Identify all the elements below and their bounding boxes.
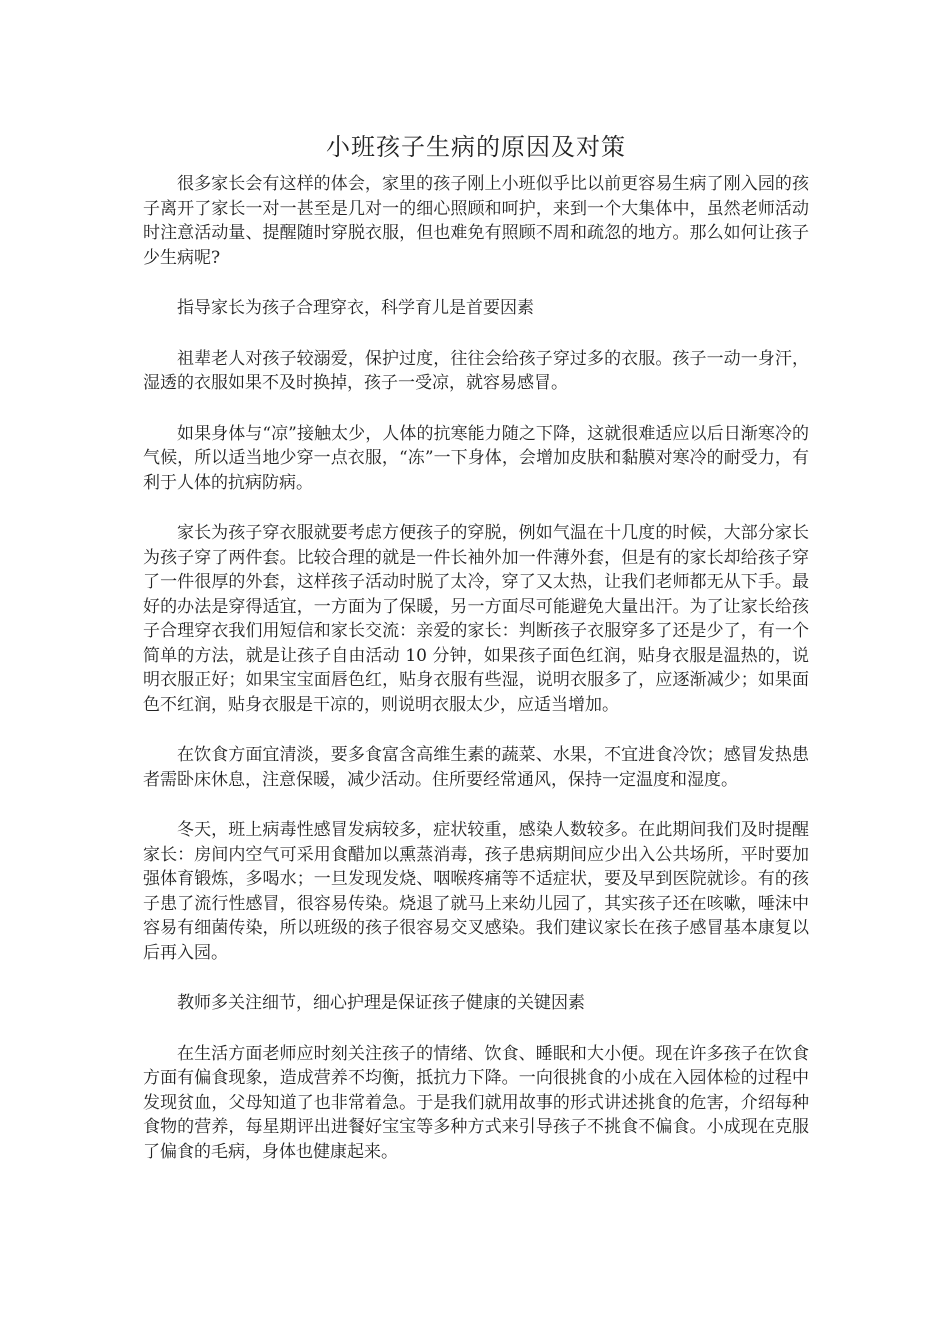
paragraph-daily-care: 在生活方面老师应时刻关注孩子的情绪、饮食、睡眠和大小便。现在许多孩子在饮食方面有偏食现象，造成营养不均衡，抵抗力下降。一向很挑食的小成在入园体检的过程中发现贫血，父母知道了也非常着急。于是我们就用故事的形式讲述挑食的危害，介绍每种食物的营养，每星期评出进餐好宝宝等多种方式来引导孩子不挑食不偏食。小成现在克服了偏食的毛病，身体也健康起来。 xyxy=(143,1043,809,1162)
paragraph-diet: 在饮食方面宜清淡，要多食富含高维生素的蔬菜、水果，不宜进食冷饮；感冒发热患者需卧床休息，注意保暖，减少活动。住所要经常通风，保持一定温度和湿度。 xyxy=(143,745,809,790)
section-heading-teacher-care: 教师多关注细节，细心护理是保证孩子健康的关键因素 xyxy=(177,993,585,1013)
section-heading-dressing: 指导家长为孩子合理穿衣，科学育儿是首要因素 xyxy=(177,298,534,318)
paragraph-clothing-advice: 家长为孩子穿衣服就要考虑方便孩子的穿脱，例如气温在十几度的时候，大部分家长为孩子穿了两件套。比较合理的就是一件长袖外加一件薄外套，但是有的家长却给孩子穿了一件很厚的外套，这样孩子活动时脱了太冷，穿了又太热，让我们老师都无从下手。最好的办法是穿得适宜，一方面为了保暖，另一方面尽可能避免大量出汗。为了让家长给孩子合理穿衣我们用短信和家长交流：亲爱的家长：判断孩子衣服穿多了还是少了，有一个简单的方法，就是让孩子自由活动 10 分钟，如果孩子面色红润，贴身衣服是温热的，说明衣服正好；如果宝宝面唇色红，贴身衣服有些湿，说明衣服多了，应逐渐减少；如果面色不红润，贴身衣服是干凉的，则说明衣服太少，应适当增加。 xyxy=(143,523,809,715)
document-page xyxy=(143,128,809,1190)
paragraph-intro: 很多家长会有这样的体会，家里的孩子刚上小班似乎比以前更容易生病了刚入园的孩子离开了家长一对一甚至是几对一的细心照顾和呵护，来到一个大集体中，虽然老师活动时注意活动量、提醒随时穿脱衣服，但也难免有照顾不周和疏忽的地方。那么如何让孩子少生病呢? xyxy=(143,174,809,268)
document-title: 小班孩子生病的原因及对策 xyxy=(326,133,626,161)
paragraph-grandparents: 祖辈老人对孩子较溺爱，保护过度，往往会给孩子穿过多的衣服。孩子一动一身汗，湿透的衣服如果不及时换掉，孩子一受凉，就容易感冒。 xyxy=(143,348,809,393)
paragraph-cold-tolerance: 如果身体与“凉”接触太少，人体的抗寒能力随之下降，这就很难适应以后日渐寒冷的气候，所以适当地少穿一点衣服，“冻”一下身体，会增加皮肤和黏膜对寒冷的耐受力，有利于人体的抗病防病。 xyxy=(143,423,809,493)
paragraph-winter-flu: 冬天，班上病毒性感冒发病较多，症状较重，感染人数较多。在此期间我们及时提醒家长：房间内空气可采用食醋加以熏蒸消毒，孩子患病期间应少出入公共场所，平时要加强体育锻炼，多喝水；一旦发现发烧、咽喉疼痛等不适症状，要及早到医院就诊。有的孩子患了流行性感冒，很容易传染。烧退了就马上来幼儿园了，其实孩子还在咳嗽，唾沫中容易有细菌传染，所以班级的孩子很容易交叉感染。我们建议家长在孩子感冒基本康复以后再入园。 xyxy=(143,820,809,963)
